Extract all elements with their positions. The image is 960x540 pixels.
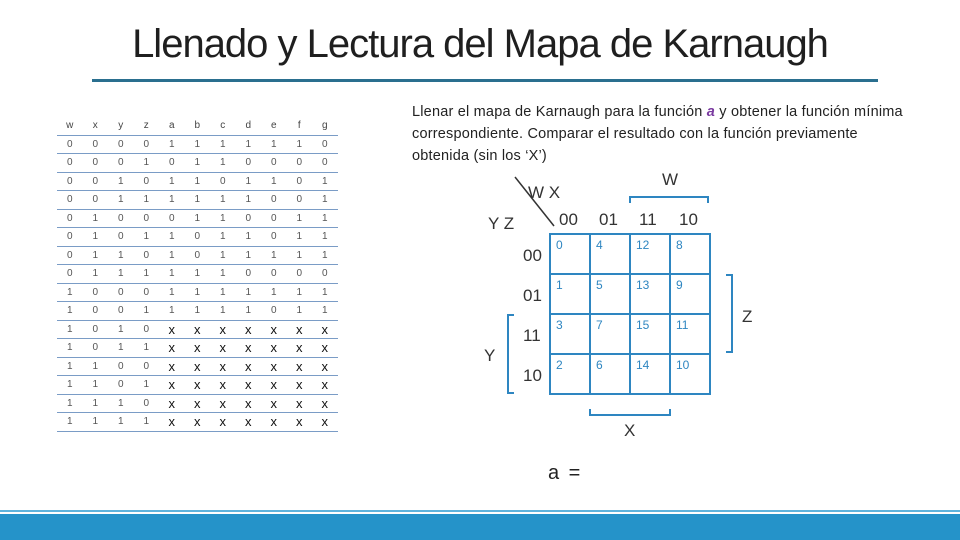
table-cell: x: [185, 320, 211, 339]
table-cell: 1: [185, 283, 211, 302]
table-cell: x: [210, 357, 236, 376]
table-cell: x: [185, 357, 211, 376]
table-cell: 0: [83, 283, 109, 302]
table-cell: 0: [108, 283, 134, 302]
kmap-row-label: 01: [523, 286, 542, 305]
table-row: [57, 209, 338, 228]
table-cell: 1: [210, 302, 236, 321]
table-cell: 1: [261, 172, 287, 191]
table-cell: 0: [134, 320, 160, 339]
table-cell: 0: [261, 302, 287, 321]
table-cell: 0: [134, 283, 160, 302]
table-cell: 1: [312, 172, 338, 191]
table-cell: x: [185, 394, 211, 413]
table-cell: 1: [57, 413, 83, 432]
karnaugh-map: [470, 165, 770, 445]
table-cell: 1: [57, 283, 83, 302]
table-cell: 1: [185, 302, 211, 321]
table-cell: x: [287, 320, 313, 339]
table-cell: 1: [57, 357, 83, 376]
kmap-corner-left-label: Y Z: [488, 214, 515, 233]
table-cell: 1: [236, 246, 262, 265]
table-cell: 1: [312, 246, 338, 265]
table-cell: 0: [134, 209, 160, 228]
table-cell: 0: [134, 246, 160, 265]
table-cell: x: [159, 376, 185, 395]
truth-table: [57, 117, 338, 432]
table-cell: 1: [312, 228, 338, 247]
kmap-cell-index: 0: [556, 238, 563, 252]
table-cell: 0: [261, 154, 287, 173]
table-row: [57, 191, 338, 210]
table-cell: x: [185, 339, 211, 358]
table-cell: 0: [261, 191, 287, 210]
table-cell: 1: [134, 376, 160, 395]
table-cell: 1: [312, 191, 338, 210]
table-row: [57, 135, 338, 154]
tt-header-w: w: [57, 117, 83, 135]
function-letter: a: [706, 104, 716, 120]
table-cell: 1: [210, 209, 236, 228]
table-cell: 1: [185, 191, 211, 210]
kmap-cell-index: 8: [676, 238, 683, 252]
table-cell: x: [312, 339, 338, 358]
tt-header-a: a: [159, 117, 185, 135]
table-cell: x: [236, 376, 262, 395]
table-cell: 1: [185, 135, 211, 154]
table-cell: 1: [134, 302, 160, 321]
table-cell: 0: [57, 191, 83, 210]
table-cell: x: [159, 413, 185, 432]
table-cell: 1: [159, 265, 185, 284]
kmap-cell-index: 1: [556, 278, 563, 292]
table-cell: x: [210, 339, 236, 358]
table-cell: x: [261, 339, 287, 358]
table-cell: x: [159, 394, 185, 413]
kmap-w-bracket: [630, 197, 708, 203]
table-cell: 1: [57, 376, 83, 395]
table-cell: x: [210, 320, 236, 339]
table-cell: 0: [134, 394, 160, 413]
table-row: [57, 172, 338, 191]
table-cell: 1: [108, 172, 134, 191]
table-cell: 1: [57, 339, 83, 358]
table-cell: 1: [210, 265, 236, 284]
table-cell: 1: [210, 191, 236, 210]
table-cell: 1: [236, 191, 262, 210]
table-cell: 1: [134, 228, 160, 247]
table-row: [57, 265, 338, 284]
table-cell: 1: [108, 191, 134, 210]
tt-header-z: z: [134, 117, 160, 135]
table-cell: x: [287, 357, 313, 376]
table-cell: x: [210, 376, 236, 395]
table-cell: 1: [287, 209, 313, 228]
kmap-row-label: 11: [523, 326, 541, 345]
kmap-cell-index: 13: [636, 278, 650, 292]
tt-header-y: y: [108, 117, 134, 135]
table-cell: x: [312, 376, 338, 395]
table-cell: 1: [83, 357, 109, 376]
tt-header-b: b: [185, 117, 211, 135]
kmap-cell-index: 7: [596, 318, 603, 332]
kmap-z-bracket: [726, 275, 732, 352]
table-cell: 1: [108, 265, 134, 284]
table-cell: 1: [287, 246, 313, 265]
table-cell: 0: [108, 302, 134, 321]
table-cell: x: [236, 413, 262, 432]
table-cell: 1: [210, 135, 236, 154]
table-cell: 0: [312, 265, 338, 284]
table-cell: 1: [185, 265, 211, 284]
table-cell: 1: [83, 394, 109, 413]
table-cell: 0: [261, 228, 287, 247]
table-cell: 0: [57, 246, 83, 265]
instructions-after: y obtener la función mínima correspondiente. Comparar el resultado con la función previamente obtenida (sin los ‘X’): [412, 104, 903, 164]
table-cell: 0: [108, 376, 134, 395]
table-cell: 0: [83, 154, 109, 173]
table-cell: 0: [236, 209, 262, 228]
table-cell: 1: [108, 339, 134, 358]
tt-header-d: d: [236, 117, 262, 135]
kmap-column-label: 00: [559, 210, 578, 229]
table-cell: 1: [236, 283, 262, 302]
kmap-x-bracket: [590, 409, 670, 415]
table-cell: 0: [83, 302, 109, 321]
table-cell: 0: [261, 209, 287, 228]
kmap-y-bracket: [508, 315, 514, 393]
table-cell: 1: [287, 302, 313, 321]
kmap-row-labels: [523, 246, 542, 385]
instructions-text: [412, 101, 912, 167]
table-cell: 1: [312, 209, 338, 228]
table-cell: x: [261, 376, 287, 395]
table-cell: 0: [185, 246, 211, 265]
table-cell: 1: [210, 283, 236, 302]
table-cell: 1: [57, 320, 83, 339]
table-cell: x: [159, 339, 185, 358]
table-cell: 1: [159, 191, 185, 210]
table-cell: 1: [159, 283, 185, 302]
table-cell: 1: [185, 209, 211, 228]
table-cell: x: [287, 394, 313, 413]
table-cell: 1: [57, 394, 83, 413]
table-cell: 1: [236, 172, 262, 191]
table-cell: x: [159, 357, 185, 376]
kmap-grid: [550, 234, 710, 394]
table-cell: 1: [159, 246, 185, 265]
table-row: [57, 357, 338, 376]
table-cell: x: [312, 357, 338, 376]
kmap-cell-index: 6: [596, 358, 603, 372]
table-cell: 0: [236, 265, 262, 284]
table-cell: 1: [134, 191, 160, 210]
tt-header-f: f: [287, 117, 313, 135]
table-cell: 1: [287, 228, 313, 247]
kmap-cell-index: 12: [636, 238, 650, 252]
truth-table-header: [57, 117, 338, 135]
table-cell: 1: [83, 413, 109, 432]
kmap-row-label: 10: [523, 366, 542, 385]
kmap-corner-top-label: W X: [528, 183, 561, 202]
table-cell: 1: [134, 154, 160, 173]
table-cell: 1: [236, 302, 262, 321]
table-cell: x: [261, 394, 287, 413]
table-cell: 1: [236, 228, 262, 247]
truth-table-body: [57, 135, 338, 431]
footer-accent-line: [0, 510, 960, 512]
table-row: [57, 283, 338, 302]
table-cell: 1: [261, 246, 287, 265]
table-row: [57, 246, 338, 265]
kmap-column-label: 10: [679, 210, 698, 229]
table-cell: 1: [108, 413, 134, 432]
kmap-cell-index: 10: [676, 358, 690, 372]
table-cell: x: [261, 320, 287, 339]
table-cell: 0: [108, 228, 134, 247]
kmap-row-label: 00: [523, 246, 542, 265]
table-cell: 0: [57, 228, 83, 247]
table-cell: 1: [159, 172, 185, 191]
table-cell: 0: [108, 209, 134, 228]
table-cell: x: [312, 413, 338, 432]
table-cell: 0: [57, 154, 83, 173]
table-cell: 0: [312, 154, 338, 173]
table-cell: 0: [83, 320, 109, 339]
table-cell: 1: [261, 135, 287, 154]
table-cell: 0: [159, 209, 185, 228]
table-cell: 0: [287, 265, 313, 284]
kmap-column-label: 01: [599, 210, 618, 229]
table-cell: x: [185, 413, 211, 432]
table-cell: 1: [83, 209, 109, 228]
table-row: [57, 339, 338, 358]
table-cell: 0: [210, 172, 236, 191]
table-cell: 0: [159, 154, 185, 173]
table-row: [57, 302, 338, 321]
table-cell: 0: [287, 154, 313, 173]
table-cell: 1: [210, 154, 236, 173]
table-cell: 0: [57, 135, 83, 154]
table-cell: 1: [312, 302, 338, 321]
table-cell: 1: [108, 394, 134, 413]
table-cell: x: [261, 357, 287, 376]
table-row: [57, 320, 338, 339]
table-cell: 1: [287, 283, 313, 302]
kmap-x-label: X: [624, 421, 636, 440]
table-row: [57, 413, 338, 432]
table-cell: 1: [159, 135, 185, 154]
table-cell: 0: [108, 135, 134, 154]
footer-bar: [0, 514, 960, 540]
table-cell: x: [236, 339, 262, 358]
tt-header-g: g: [312, 117, 338, 135]
table-cell: 0: [108, 357, 134, 376]
table-cell: 1: [108, 320, 134, 339]
table-cell: 0: [83, 172, 109, 191]
table-cell: 1: [83, 376, 109, 395]
table-row: [57, 394, 338, 413]
kmap-column-label: 11: [639, 210, 657, 229]
table-cell: x: [312, 394, 338, 413]
table-cell: 1: [57, 302, 83, 321]
table-cell: x: [185, 376, 211, 395]
table-cell: x: [236, 320, 262, 339]
table-cell: 0: [236, 154, 262, 173]
kmap-cell-index: 3: [556, 318, 563, 332]
kmap-cell-index: 9: [676, 278, 683, 292]
table-cell: 1: [287, 135, 313, 154]
table-cell: 1: [134, 339, 160, 358]
table-cell: x: [312, 320, 338, 339]
tt-header-e: e: [261, 117, 287, 135]
table-cell: x: [210, 394, 236, 413]
table-cell: 1: [83, 265, 109, 284]
tt-header-c: c: [210, 117, 236, 135]
table-cell: 1: [261, 283, 287, 302]
table-cell: x: [236, 394, 262, 413]
table-cell: x: [287, 413, 313, 432]
table-cell: 0: [83, 191, 109, 210]
table-cell: 0: [287, 191, 313, 210]
table-cell: 1: [185, 154, 211, 173]
page-title: Llenado y Lectura del Mapa de Karnaugh: [132, 22, 828, 66]
table-cell: 1: [159, 302, 185, 321]
table-cell: 0: [185, 228, 211, 247]
table-cell: x: [210, 413, 236, 432]
table-cell: 0: [134, 357, 160, 376]
table-cell: 0: [134, 172, 160, 191]
table-cell: x: [159, 320, 185, 339]
table-cell: x: [236, 357, 262, 376]
table-cell: 1: [83, 228, 109, 247]
kmap-z-label: Z: [742, 307, 753, 326]
table-cell: 0: [57, 265, 83, 284]
table-cell: x: [287, 376, 313, 395]
table-cell: 0: [83, 339, 109, 358]
kmap-y-label: Y: [484, 346, 496, 365]
table-cell: 0: [134, 135, 160, 154]
title-underline: [92, 79, 878, 82]
kmap-cell-index: 4: [596, 238, 603, 252]
table-cell: 1: [210, 246, 236, 265]
table-row: [57, 228, 338, 247]
table-cell: 1: [312, 283, 338, 302]
table-cell: 0: [83, 135, 109, 154]
table-row: [57, 154, 338, 173]
table-cell: x: [261, 413, 287, 432]
instructions-before: Llenar el mapa de Karnaugh para la función: [412, 104, 707, 120]
answer-label[interactable]: a =: [548, 462, 583, 484]
kmap-cell-index: 14: [636, 358, 650, 372]
kmap-column-labels: [559, 210, 698, 229]
table-cell: 0: [312, 135, 338, 154]
kmap-w-label: W: [662, 170, 679, 189]
table-cell: 1: [83, 246, 109, 265]
table-cell: 1: [134, 413, 160, 432]
table-cell: 0: [287, 172, 313, 191]
table-cell: 0: [108, 154, 134, 173]
kmap-cell-index: 5: [596, 278, 603, 292]
table-cell: 0: [57, 172, 83, 191]
table-cell: 1: [108, 246, 134, 265]
table-cell: 1: [210, 228, 236, 247]
kmap-cell-index: 15: [636, 318, 650, 332]
table-cell: 1: [236, 135, 262, 154]
table-cell: 0: [57, 209, 83, 228]
table-cell: x: [287, 339, 313, 358]
table-cell: 1: [159, 228, 185, 247]
table-row: [57, 376, 338, 395]
tt-header-x: x: [83, 117, 109, 135]
kmap-cell-index: 2: [556, 358, 563, 372]
table-cell: 0: [261, 265, 287, 284]
table-cell: 1: [185, 172, 211, 191]
table-cell: 1: [134, 265, 160, 284]
kmap-cell-index: 11: [676, 318, 689, 332]
